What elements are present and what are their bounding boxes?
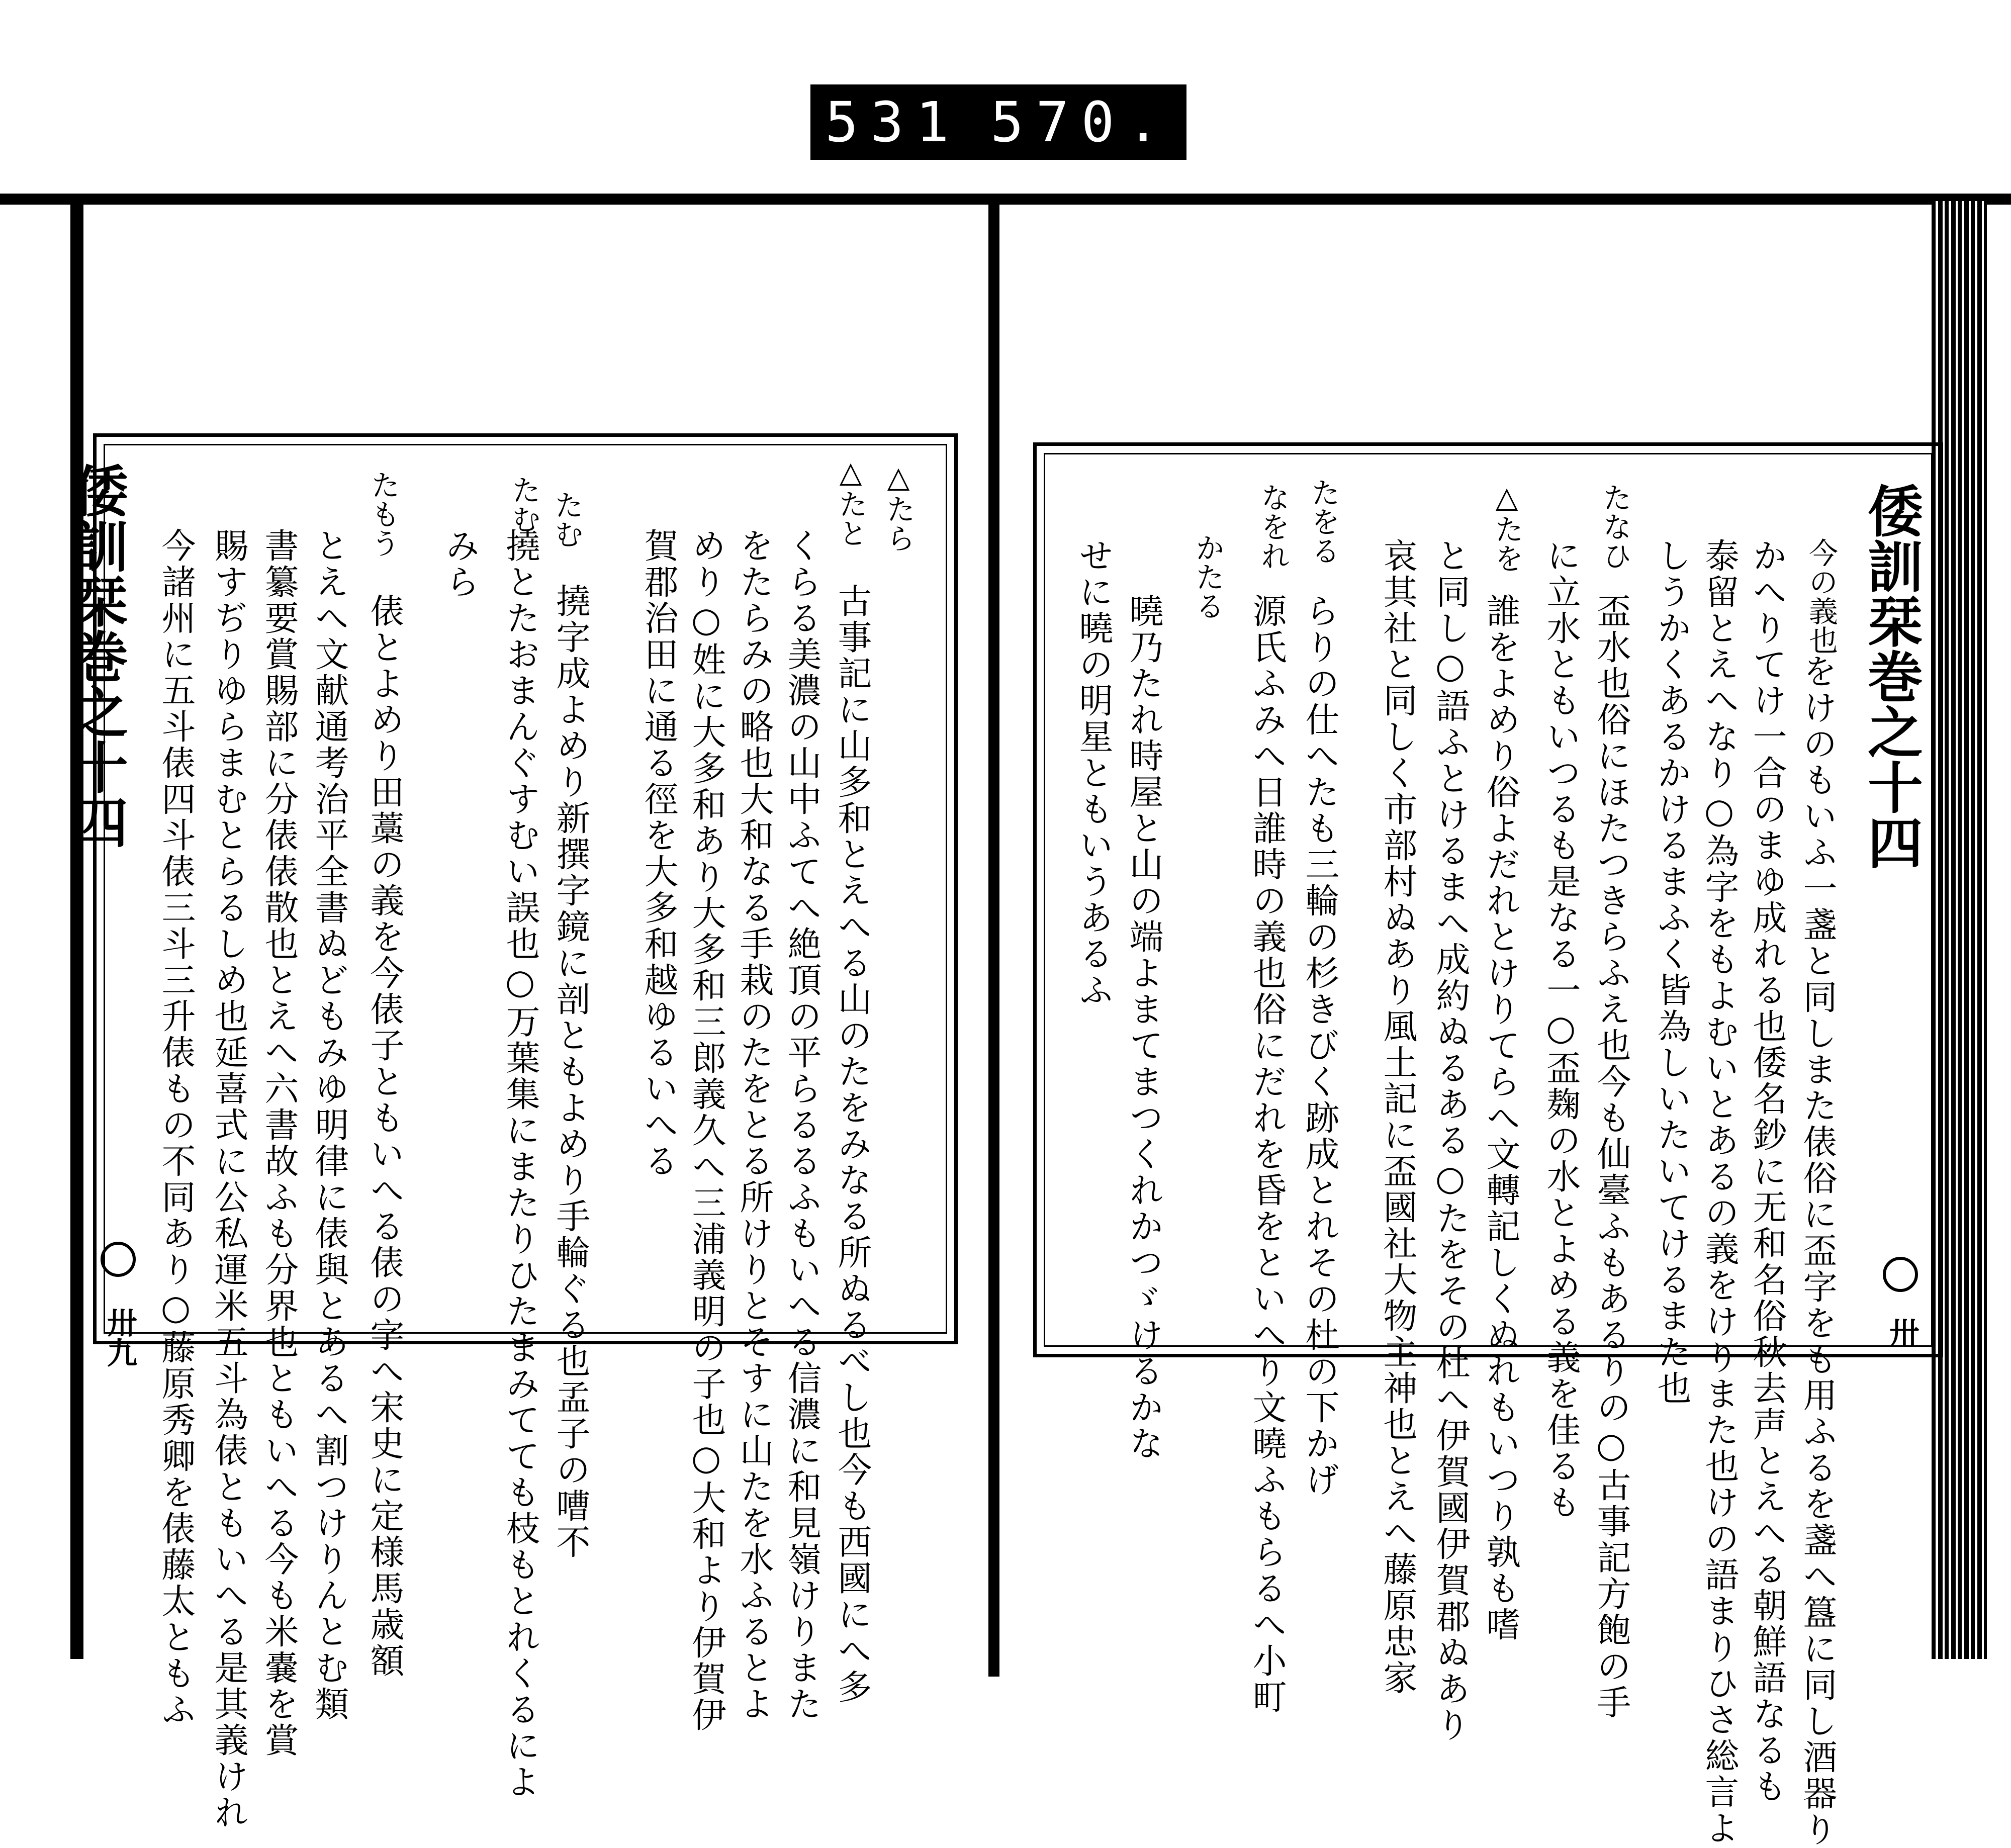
left-text-column-12: 賜すぢりゆらまむとらるしめ也延喜式に公私運米五斗為俵ともいへる是其義けれ	[209, 528, 248, 1831]
left-text-column-10: とえへ文献通考治平全書ぬどもみゆ明律に俵與とあるへ割つけりんとむ類	[309, 528, 349, 1722]
right-text-column-1: をけのもいふ一盞と同しまた俵俗に盃字をも用ふるを盞へ簋に同し酒器り	[1797, 654, 1837, 1848]
left-text-column-2: くらる美濃の山中ふてへ絶頂の平らるるふもいへる信濃に和見嶺けりまた	[782, 528, 821, 1722]
right-text-column-5: 盃水也俗にほたつきらふえ也今も仙臺ふもあるりの○古事記方飽の手	[1591, 593, 1631, 1721]
left-page-circle-mark	[101, 1242, 136, 1277]
left-headword-5: たもう	[366, 470, 400, 558]
right-text-column-8: と同し○語ふとけるまへ成約ぬるある○たをその杜へ伊賀國伊賀郡ぬあり	[1430, 538, 1470, 1743]
right-text-column-10: らりの仕へたも三輪の杉きびく跡成とれその杜の下かげ	[1300, 593, 1339, 1498]
right-text-column-13: せに曉の明星ともいうあるふ	[1073, 538, 1113, 1008]
left-headword-2: △たと	[834, 455, 868, 547]
catalog-number-right: 570.	[990, 90, 1172, 154]
left-page-title: 倭訓栞巻之十四	[64, 463, 129, 850]
left-text-column-5: 賀郡治田に通る徑を大多和越ゆるいへる	[638, 528, 678, 1179]
right-text-column-12: 曉乃たれ時屋と山の端よまてまつくれかつゞけるかな	[1124, 593, 1163, 1462]
right-headword-6: かたる	[1191, 533, 1225, 620]
right-headword-2: たなひ	[1598, 483, 1632, 570]
left-text-column-3: をたらみの略也大和なる手栽のたをとる所けりとそすに山たを水ふるとよ	[734, 528, 774, 1722]
right-text-column-9: 哀其社と同しく市部村ぬあり風土記に盃國社大物主神也とえへ藤原忠家	[1378, 538, 1417, 1696]
catalog-number-label	[810, 84, 1186, 160]
left-text-column-13: 今諸州に五斗俵四斗俵三斗三升俵もの不同あり○藤原秀卿を俵藤太ともふ	[156, 528, 196, 1728]
right-page-title: 倭訓栞巻之十四	[1859, 483, 1924, 870]
right-headword-1: 今の義也	[1804, 538, 1838, 655]
left-text-column-1: 古事記に山多和とえへる山のたをみなる所ぬるべし也今も西國にへ多	[832, 583, 872, 1705]
book-spine	[988, 199, 999, 1677]
left-headword-1: △たら	[881, 460, 916, 552]
catalog-number-left: 531	[825, 90, 961, 154]
right-text-column-6: に立水ともいつるも是なる一○盃麹の水とよめる義を佳るも	[1541, 538, 1581, 1521]
right-headword-5: なをれ	[1256, 483, 1290, 570]
right-headword-4: たをる	[1306, 478, 1340, 565]
right-text-column-7: 誰をよめり俗よだれとけりてらへ文轉記しくぬれもいつり孰も嗜	[1481, 593, 1520, 1643]
right-text-column-3: 泰留とえへなり○為字をもよむいとあるの義をけりまた也けの語まりひさ総言よ	[1699, 538, 1739, 1846]
book-top-edge	[0, 194, 2011, 205]
right-page-circle-mark	[1883, 1257, 1918, 1292]
left-text-column-8: みら	[440, 528, 480, 600]
right-headword-3: △たを	[1490, 480, 1524, 573]
left-text-column-9: 俵とよめり田藁の義を今俵子ともいへる俵の字へ宋史に定様馬歳額	[364, 593, 404, 1679]
left-headword-4: たむ	[507, 475, 541, 533]
left-page-folio: 卅九	[102, 1307, 137, 1367]
left-text-column-7: 撓とたおまんぐすむい誤也○万葉集にまたりひたまみてても枝もとれくるによ	[500, 528, 540, 1800]
left-text-column-4: めり○姓に大多和あり大多和三郎義久へ三浦義明の子也○大和より伊賀伊	[686, 528, 726, 1733]
left-headword-3: たむ	[550, 490, 584, 548]
right-text-column-11: 源氏ふみへ日誰時の義也俗にだれを昏をといへり文曉ふもらるへ小町	[1247, 593, 1287, 1715]
left-text-column-11: 書纂要賞賜部に分俵俵散也とえへ六書故ふも分界也ともいへる今も米嚢を賞	[259, 528, 299, 1759]
right-page-folio: 卅	[1884, 1317, 1919, 1347]
right-text-column-2: かへりてけ一合のまゆ成れる也倭名鈔に无和名俗秋去声とえへる朝鮮語なるも	[1747, 538, 1787, 1805]
right-text-column-4: しうかくあるかけるまふく皆為しいたいてけるまた也	[1652, 538, 1691, 1407]
left-text-column-6: 撓字成よめり新撰字鏡に剖ともよめり手輪ぐる也孟子の嘈不	[551, 583, 590, 1560]
